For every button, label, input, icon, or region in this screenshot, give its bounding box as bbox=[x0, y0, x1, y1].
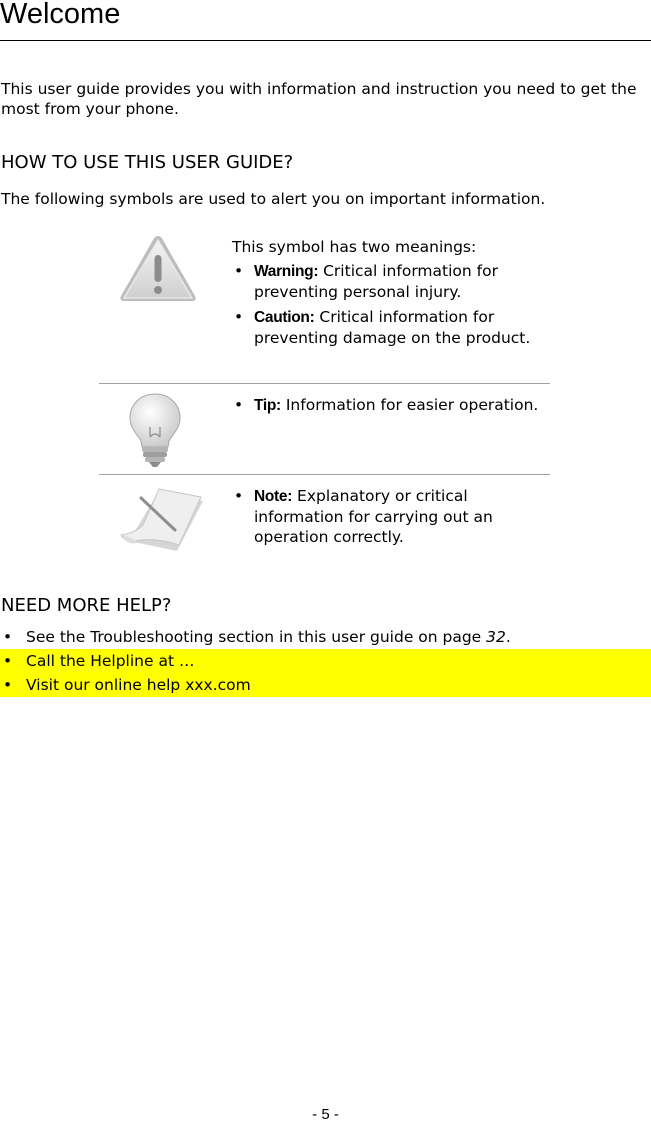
help-item-online-help bbox=[0, 673, 651, 697]
bullet-caution bbox=[232, 307, 550, 348]
symbol-row-warning bbox=[99, 228, 550, 384]
symbols-lead: The following symbols are used to alert you on important information. bbox=[1, 190, 546, 208]
symbol-intro: This symbol has two meanings: bbox=[232, 238, 477, 256]
symbol-text-tip bbox=[232, 384, 550, 416]
page-number: - 5 - bbox=[312, 1106, 339, 1123]
note-description: Explanatory or critical information for carrying out an operation correctly. bbox=[254, 487, 493, 546]
need-help-heading: NEED MORE HELP? bbox=[1, 595, 172, 616]
keyword-note: Note: bbox=[254, 488, 293, 505]
title-rule bbox=[0, 40, 651, 41]
lightbulb-icon bbox=[127, 391, 183, 473]
caution-description: Critical information for preventing damage on the product. bbox=[254, 308, 531, 347]
keyword-caution: Caution: bbox=[254, 309, 315, 326]
symbol-row-note bbox=[99, 475, 550, 560]
bullet-warning bbox=[232, 261, 550, 302]
online-help-text: Visit our online help xxx.com bbox=[26, 676, 251, 694]
page-title: Welcome bbox=[0, 0, 121, 30]
troubleshooting-text: See the Troubleshooting section in this user guide on page bbox=[26, 628, 487, 646]
help-list bbox=[0, 625, 651, 697]
tip-description: Information for easier operation. bbox=[280, 396, 539, 414]
keyword-warning: Warning: bbox=[254, 263, 319, 280]
symbol-text-warning bbox=[232, 228, 550, 348]
helpline-text: Call the Helpline at … bbox=[26, 652, 195, 670]
symbols-table bbox=[99, 228, 550, 560]
symbol-row-tip bbox=[99, 384, 550, 475]
note-paper-icon bbox=[115, 485, 207, 559]
intro-paragraph: This user guide provides you with information and instruction you need to get the most from your phone. bbox=[1, 80, 637, 118]
symbol-text-note bbox=[232, 475, 550, 547]
help-item-helpline bbox=[0, 649, 651, 673]
warning-triangle-icon bbox=[117, 232, 199, 308]
warning-description: Critical information for preventing personal injury. bbox=[254, 262, 498, 301]
help-item-troubleshooting bbox=[0, 625, 651, 649]
keyword-tip: Tip: bbox=[254, 397, 281, 414]
page-reference-link[interactable]: 32 bbox=[486, 628, 506, 646]
bullet-note bbox=[232, 486, 550, 547]
troubleshooting-suffix: . bbox=[505, 628, 511, 646]
bullet-tip bbox=[232, 395, 550, 416]
how-to-use-heading: HOW TO USE THIS USER GUIDE? bbox=[1, 152, 294, 173]
